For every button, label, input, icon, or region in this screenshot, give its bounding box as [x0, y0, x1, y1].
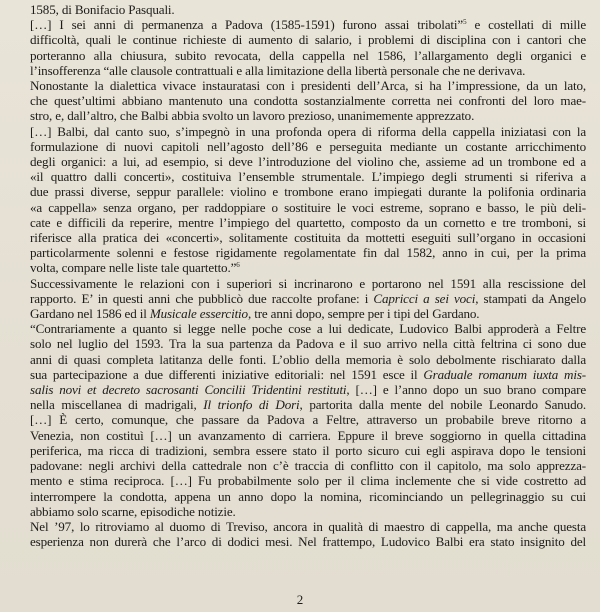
text-segment: formulazione di nuovi capitoli nell’agosto dell’86 e perseguita mediante un costante arricchimento — [30, 138, 586, 154]
text-line — [30, 534, 586, 549]
text-segment: sua partecipazione a due differenti iniziative editoriali: nel 1591 esce il — [30, 366, 424, 382]
text-line — [30, 291, 586, 306]
text-segment: Gardano nel 1586 ed il — [30, 306, 150, 322]
text-line — [30, 519, 586, 534]
italic-title: salis novi et decreto sacrosanti Concilii Tridentini restituti — [30, 382, 347, 398]
text-segment: Successivamente le relazioni con i superiori si incrinarono e portarono nel 1591 alla rescissione del — [30, 275, 586, 291]
text-segment: e costellati di mille — [466, 17, 586, 33]
text-line — [30, 200, 586, 215]
text-segment: nella miscellanea di madrigali, — [30, 397, 204, 413]
text-line — [30, 215, 586, 230]
italic-title: Graduale romanum iuxta mis- — [423, 366, 586, 382]
footnote-marker: 6 — [236, 261, 240, 270]
text-segment: , partorita dalla mente del nobile Leonardo Sanudo. — [299, 397, 586, 413]
text-segment: difficoltà, quali le continue richieste di aumento di salario, i problemi di disciplina con i cantori che — [30, 32, 586, 48]
text-line — [30, 397, 586, 412]
text-line — [30, 428, 586, 443]
text-line — [30, 93, 586, 108]
text-segment: interrompere la condotta, appena un anno dopo la nomina, ricominciando un pellegrinaggio su cui — [30, 488, 586, 504]
italic-title: Capricci a sei voci — [373, 290, 476, 306]
text-line — [30, 124, 586, 139]
text-line — [30, 260, 586, 275]
text-segment: degli organici: a lui, ad esempio, si deve l’introduzione del violino che, assieme ad un trombone ed a — [30, 154, 586, 170]
text-line — [30, 489, 586, 504]
text-segment: solo nel luglio del 1593. Tra la sua partenza da Padova e il suo arrivo nella città feltrina ci sono due — [30, 336, 586, 352]
text-line — [30, 443, 586, 458]
text-segment: volta, compare nelle liste tale quartetto.” — [30, 260, 237, 276]
text-segment: particolarmente solenni e festose rigidamente regolamentate fin dal 1582, anno in cui, per la prima — [30, 245, 586, 261]
text-segment: «a cappella» senza organo, per raddoppiare o sostituire le voci estreme, soprano e basso, le più deli- — [30, 199, 586, 215]
text-segment: […] È certo, comunque, che passare da Padova a Feltre, attraverso un probabile breve ritorno a — [30, 412, 586, 428]
text-segment: Nel ’97, lo ritroviamo al duomo di Treviso, ancora in qualità di maestro di cappella, ma anche questa — [30, 518, 586, 534]
text-segment: […] Balbi, dal canto suo, s’impegnò in una profonda opera di riforma della cappella iniziatasi con la — [30, 123, 586, 139]
text-segment: , […] e l’anno dopo un suo brano compare — [346, 382, 586, 398]
text-line — [30, 154, 586, 169]
text-segment: Venezia, non costituì […] un avanzamento di carriera. Eppure il breve soggiorno in quella cittadina — [30, 427, 586, 443]
text-segment: due prassi diverse, seppur parallele: violino e trombone erano impiegati durante la polifonia ordinaria — [30, 184, 586, 200]
text-line — [30, 321, 586, 336]
text-segment: riferisce alla pratica dei «concerti», solitamente costituita da mottetti eseguiti sull’organo in occasioni — [30, 230, 586, 246]
text-line — [30, 17, 586, 32]
text-segment: porteranno alla chiusura, subito revocata, della cappella nel 1586, l’allargamento degli organici e — [30, 47, 586, 63]
text-segment: rapporto. E’ in questi anni che pubblicò due raccolte profane: i — [30, 290, 374, 306]
text-line — [30, 139, 586, 154]
text-segment: Nonostante la dialettica vivace instauratasi con i presidenti dell’Arca, si ha l’impressione, da un lato, — [30, 78, 586, 94]
text-line — [30, 169, 586, 184]
text-segment: 1585, di Bonifacio Pasquali. — [30, 2, 175, 17]
italic-title: Il trionfo di Dori — [203, 397, 300, 413]
text-line — [30, 276, 586, 291]
text-line — [30, 78, 586, 93]
text-line — [30, 48, 586, 63]
text-segment: anni di quasi completa latitanza delle fonti. L’oblio della memoria è solo debolmente rischiarato dalla — [30, 351, 586, 367]
text-segment: periferica, ma ricca di tradizioni, sembra essere stato il porto sicuro cui egli aspirava dopo le tensioni — [30, 442, 586, 458]
text-segment: “Contrariamente a quanto si legge nelle poche cose a lui dedicate, Ludovico Balbi approderà a Feltre — [30, 321, 586, 337]
text-segment: mento e stima reciproca. […] Fu probabilmente solo per il clima inclemente che si vide costretto ad — [30, 473, 586, 489]
text-line — [30, 382, 586, 397]
text-line — [30, 32, 586, 47]
text-line — [30, 473, 586, 488]
text-line — [30, 458, 586, 473]
text-line — [30, 245, 586, 260]
text-line — [30, 306, 586, 321]
text-line — [30, 2, 586, 17]
text-line — [30, 412, 586, 427]
text-segment: l’insofferenza “alle clausole contrattuali e alla limitazione della libertà personale che ne derivava. — [30, 62, 526, 78]
text-line — [30, 230, 586, 245]
text-segment: padovane: negli archivi della cattedrale non c’è traccia di conflitto con il capitolo, ma solo apprezza- — [30, 458, 586, 474]
italic-title: Musicale essercitio — [149, 306, 248, 322]
text-segment: che quest’ultimi abbiano mantenuto una condotta sostanzialmente corretta nei confronti del loro mae- — [30, 93, 586, 109]
text-segment: «il quattro dalli concerti», costituiva l’ensemble strumentale. L’impiego degli strumenti si riferiva a — [30, 169, 586, 185]
text-segment: , stampati da Angelo — [475, 290, 586, 306]
text-line — [30, 63, 586, 78]
text-segment: stro, e, dall’altro, che Balbi abbia svolto un lavoro prezioso, unanimemente apprezzato. — [30, 108, 475, 124]
footnote-marker: 5 — [463, 18, 467, 27]
text-line — [30, 184, 586, 199]
text-line — [30, 367, 586, 382]
text-line — [30, 504, 586, 519]
text-segment: cate e difficili da reperire, mentre l’impiego del quartetto, composto da un cornetto e tre tromboni, si — [30, 214, 586, 230]
text-segment: abbiamo solo scarne, episodiche notizie. — [30, 503, 236, 519]
text-segment: esperienza non durerà che l’arco di dodici mesi. Nel frattempo, Ludovico Balbi era stato insignito del — [30, 534, 586, 550]
text-line — [30, 352, 586, 367]
text-segment: , tre anni dopo, sempre per i tipi del Gardano. — [247, 306, 480, 322]
text-line — [30, 108, 586, 123]
page-number: 2 — [296, 592, 304, 607]
text-segment: […] I sei anni di permanenza a Padova (1585-1591) furono assai tribolati” — [30, 17, 464, 33]
text-line — [30, 336, 586, 351]
body-text — [30, 2, 586, 549]
